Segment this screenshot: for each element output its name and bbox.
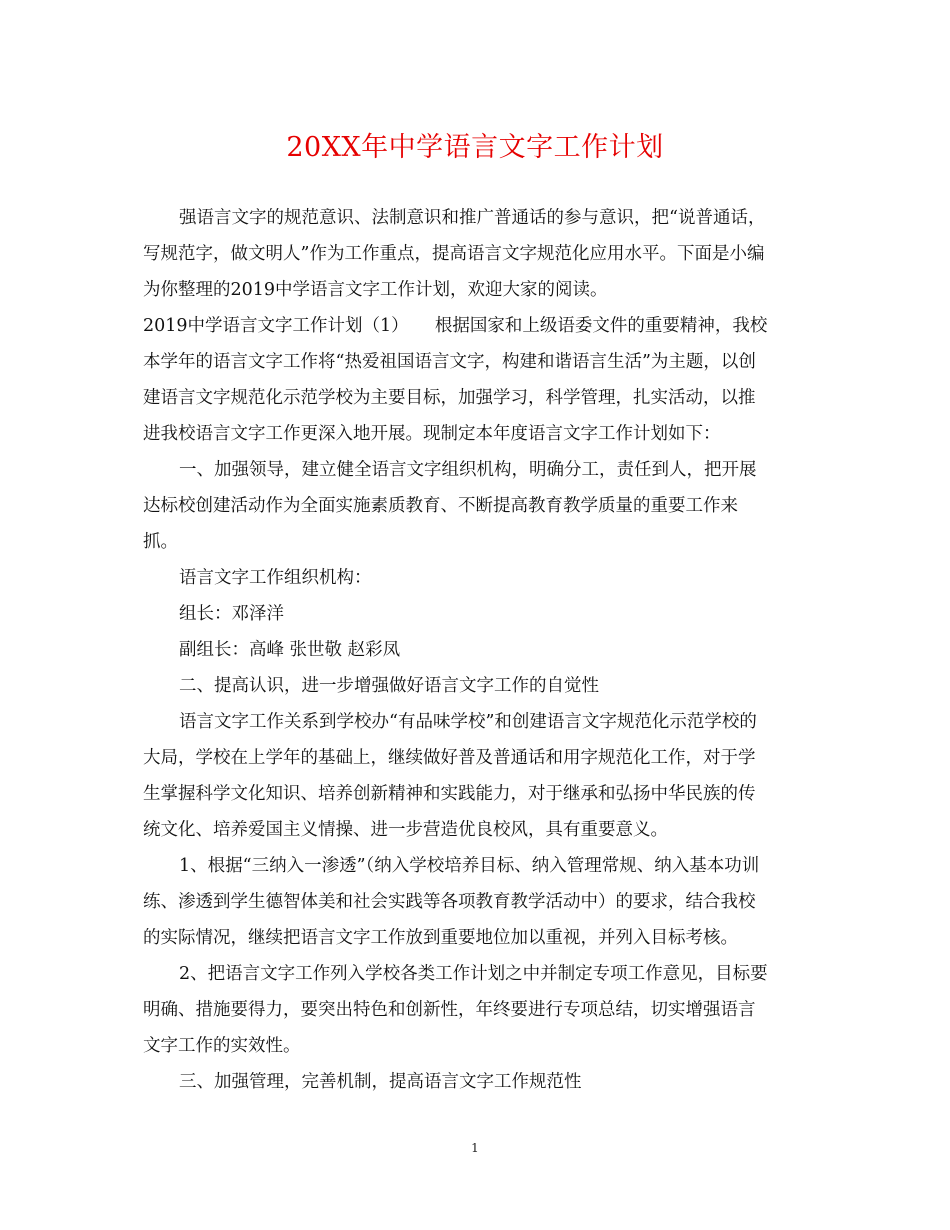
paragraph-line: 写规范字，做文明人”作为工作重点，提高语言文字规范化应用水平。下面是小编 xyxy=(143,244,765,264)
section-heading-1: 一、加强领导，建立健全语言文字组织机构，明确分工，责任到人，把开展 xyxy=(179,460,757,480)
paragraph-line: 本学年的语言文字工作将“热爱祖国语言文字，构建和谐语言生活”为主题，以创 xyxy=(143,352,756,372)
paragraph-line: 大局，学校在上学年的基础上，继续做好普及普通话和用字规范化工作，对于学 xyxy=(143,748,756,768)
deputy-group-leaders: 副组长：高峰 张世敬 赵彩凤 xyxy=(179,640,401,660)
list-item-2: 2、把语言文字工作列入学校各类工作计划之中并制定专项工作意见，目标要 xyxy=(179,964,768,984)
paragraph-line: 明确、措施要得力，要突出特色和创新性，年终要进行专项总结，切实增强语言 xyxy=(143,1000,756,1020)
paragraph-line: 为你整理的2019中学语言文字工作计划，欢迎大家的阅读。 xyxy=(143,280,608,300)
section-heading-3: 三、加强管理，完善机制，提高语言文字工作规范性 xyxy=(179,1072,582,1092)
paragraph-line: 达标校创建活动作为全面实施素质教育、不断提高教育教学质量的重要工作来 xyxy=(143,496,738,516)
document-body xyxy=(143,200,811,1100)
organization-label: 语言文字工作组织机构： xyxy=(179,568,372,588)
paragraph-line: 语言文字工作关系到学校办“有品味学校”和创建语言文字规范化示范学校的 xyxy=(179,712,757,732)
section-heading-2: 二、提高认识，进一步增强做好语言文字工作的自觉性 xyxy=(179,676,599,696)
paragraph-line: 建语言文字规范化示范学校为主要目标，加强学习，科学管理，扎实活动，以推 xyxy=(143,388,756,408)
paragraph-line: 的实际情况，继续把语言文字工作放到重要地位加以重视，并列入目标考核。 xyxy=(143,928,738,948)
document-title: 20XX年中学语言文字工作计划 xyxy=(286,132,664,163)
group-leader: 组长：邓泽洋 xyxy=(179,604,284,624)
paragraph-line: 统文化、培养爱国主义情操、进一步营造优良校风，具有重要意义。 xyxy=(143,820,668,840)
paragraph-line: 文字工作的实效性。 xyxy=(143,1036,301,1056)
paragraph-line: 抓。 xyxy=(143,532,178,552)
paragraph-line: 强语言文字的规范意识、法制意识和推广普通话的参与意识，把“说普通话， xyxy=(179,208,766,228)
paragraph-line: 练、渗透到学生德智体美和社会实践等各项教育教学活动中）的要求，结合我校 xyxy=(143,892,756,912)
page-number: 1 xyxy=(471,1141,479,1155)
paragraph-line: 2019中学语言文字工作计划（1） 根据国家和上级语委文件的重要精神，我校 xyxy=(143,316,768,336)
paragraph-line: 生掌握科学文化知识、培养创新精神和实践能力，对于继承和弘扬中华民族的传 xyxy=(143,784,756,804)
list-item-1: 1、根据“三纳入一渗透”（纳入学校培养目标、纳入管理常规、纳入基本功训 xyxy=(179,856,760,876)
paragraph-line: 进我校语言文字工作更深入地开展。现制定本年度语言文字工作计划如下： xyxy=(143,424,721,444)
